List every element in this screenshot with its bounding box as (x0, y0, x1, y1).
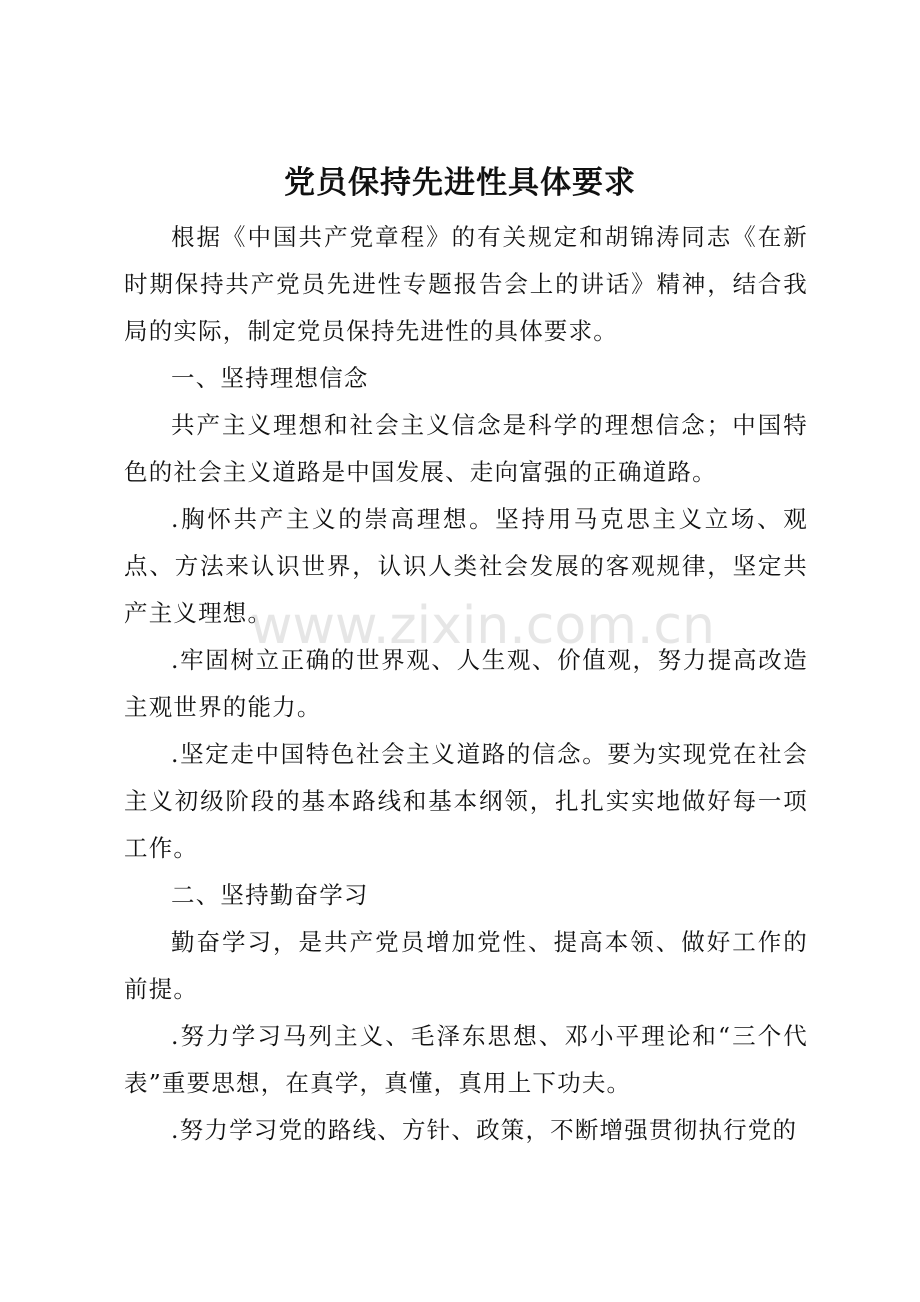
document-title: 党员保持先进性具体要求 (284, 165, 636, 201)
paragraph: 勤奋学习，是共产党员增加党性、提高本领、做好工作的前提。 (124, 928, 808, 1003)
watermark: www.zixin.com.cn (250, 596, 715, 656)
section-heading-study: 二、坚持勤奋学习 (171, 881, 369, 909)
list-item: .牢固树立正确的世界观、人生观、价值观，努力提高改造主观世界的能力。 (124, 646, 808, 721)
intro-paragraph: 根据《中国共产党章程》的有关规定和胡锦涛同志《在新时期保持共产党员先进性专题报告会上的讲话》精神，结合我局的实际，制定党员保持先进性的具体要求。 (124, 223, 808, 345)
list-item: .努力学习党的路线、方针、政策，不断增强贯彻执行党的 (171, 1116, 798, 1144)
list-item: .胸怀共产主义的崇高理想。坚持用马克思主义立场、观点、方法来认识世界，认识人类社会发展的客观规律，坚定共产主义理想。 (124, 505, 808, 627)
list-item: .坚定走中国特色社会主义道路的信念。要为实现党在社会主义初级阶段的基本路线和基本纲领，扎扎实实地做好每一项工作。 (124, 740, 808, 862)
document-body (124, 214, 808, 1154)
list-item: .努力学习马列主义、毛泽东思想、邓小平理论和“三个代表”重要思想，在真学，真懂，真用上下功夫。 (124, 1022, 808, 1097)
section-heading-ideals: 一、坚持理想信念 (171, 364, 369, 392)
paragraph: 共产主义理想和社会主义信念是科学的理想信念；中国特色的社会主义道路是中国发展、走向富强的正确道路。 (124, 411, 808, 486)
